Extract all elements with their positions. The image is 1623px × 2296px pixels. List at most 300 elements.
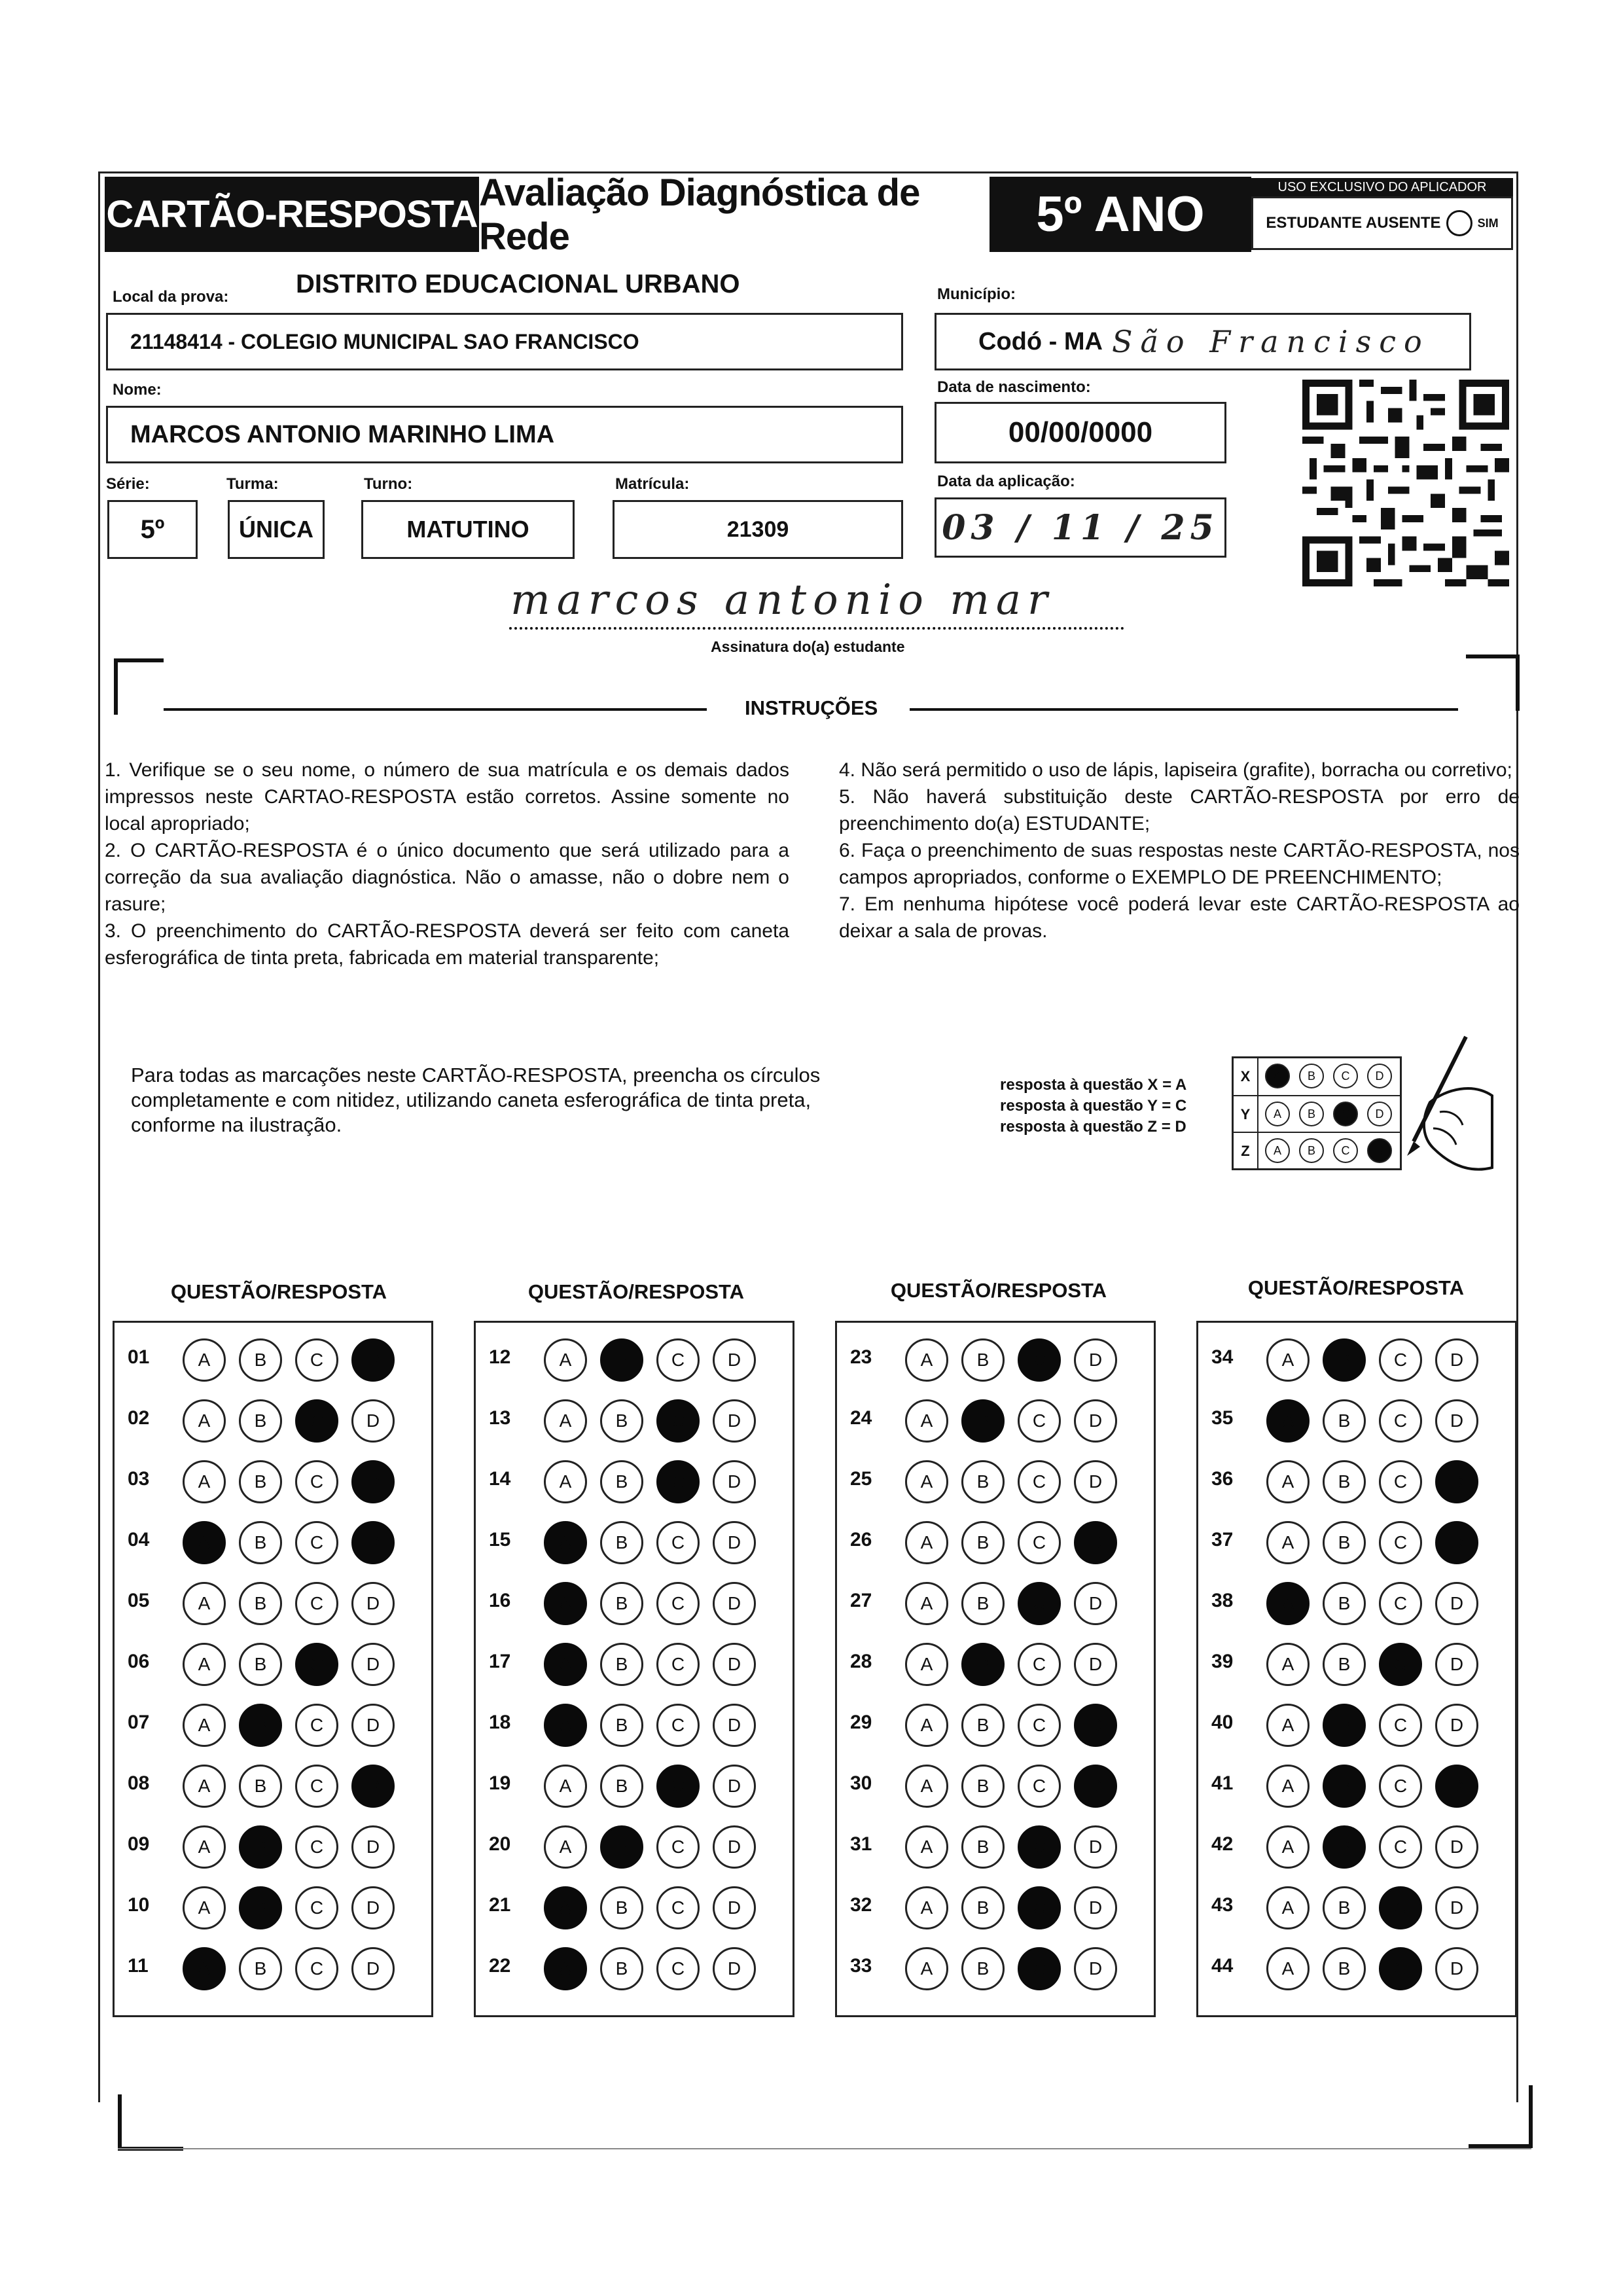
- question-number: 20: [489, 1833, 511, 1855]
- instruction-item: 6. Faça o preenchimento de suas respostas neste CARTÃO-RESPOSTA, nos campos apropriados, conforme o EXEMPLO DE PREENCHIMENTO;: [839, 840, 1520, 888]
- answer-bubble-b[interactable]: B: [1323, 1765, 1366, 1808]
- answer-bubble-d[interactable]: D: [1435, 1947, 1478, 1990]
- answer-row: [115, 1391, 431, 1452]
- municipio-value: Codó - MA: [978, 327, 1103, 355]
- answer-bubble-b[interactable]: B: [1323, 1643, 1366, 1686]
- answer-bubble-b[interactable]: B: [600, 1643, 643, 1686]
- answer-bubble-d[interactable]: D: [1435, 1582, 1478, 1625]
- answer-bubble-b[interactable]: B: [961, 1825, 1005, 1869]
- answer-bubble-b[interactable]: B: [239, 1704, 282, 1747]
- answer-bubble-b[interactable]: B: [600, 1521, 643, 1564]
- answer-bubble-d[interactable]: D: [351, 1338, 395, 1382]
- answer-bubble-d[interactable]: D: [713, 1643, 756, 1686]
- answer-bubble-b[interactable]: B: [961, 1460, 1005, 1503]
- answer-bubble-c[interactable]: C: [295, 1825, 338, 1869]
- answer-bubble-b[interactable]: B: [239, 1886, 282, 1929]
- answer-bubble-a[interactable]: A: [544, 1521, 587, 1564]
- grade-label: 5º ANO: [990, 177, 1251, 252]
- answer-bubble-b[interactable]: B: [1323, 1886, 1366, 1929]
- answer-row: [115, 1757, 431, 1817]
- answer-bubble-c[interactable]: C: [295, 1582, 338, 1625]
- answer-bubble-a[interactable]: A: [1266, 1886, 1310, 1929]
- answer-bubble-d[interactable]: D: [351, 1460, 395, 1503]
- answer-bubble-d[interactable]: D: [351, 1886, 395, 1929]
- answer-bubble-d[interactable]: D: [1074, 1765, 1117, 1808]
- example-bubble-a: A: [1265, 1102, 1290, 1126]
- answer-bubble-c[interactable]: C: [1018, 1825, 1061, 1869]
- answer-bubble-a[interactable]: A: [183, 1947, 226, 1990]
- answer-row: [837, 1635, 1154, 1695]
- answer-row: [837, 1513, 1154, 1573]
- answer-bubble-c[interactable]: C: [1379, 1765, 1422, 1808]
- answer-bubble-d[interactable]: D: [1435, 1460, 1478, 1503]
- answer-bubble-b[interactable]: B: [600, 1886, 643, 1929]
- answer-bubble-d[interactable]: D: [713, 1338, 756, 1382]
- answer-bubble-a[interactable]: A: [183, 1582, 226, 1625]
- answer-bubble-b[interactable]: B: [600, 1399, 643, 1443]
- answer-bubble-a[interactable]: A: [544, 1643, 587, 1686]
- answer-bubble-d[interactable]: D: [713, 1704, 756, 1747]
- answer-bubble-c[interactable]: C: [295, 1765, 338, 1808]
- answer-bubble-c[interactable]: C: [1379, 1886, 1422, 1929]
- answer-row: [476, 1574, 793, 1634]
- answer-bubble-b[interactable]: B: [961, 1947, 1005, 1990]
- answer-bubble-d[interactable]: D: [1435, 1338, 1478, 1382]
- corner-mark-top-left: [114, 658, 164, 715]
- answer-bubble-b[interactable]: B: [239, 1460, 282, 1503]
- answer-row: [1198, 1939, 1515, 2000]
- answer-bubble-c[interactable]: C: [295, 1460, 338, 1503]
- answer-bubble-d[interactable]: D: [1435, 1704, 1478, 1747]
- answer-row: [476, 1391, 793, 1452]
- answer-bubble-c[interactable]: C: [656, 1460, 700, 1503]
- answer-bubble-c[interactable]: C: [1018, 1521, 1061, 1564]
- answer-bubble-b[interactable]: B: [961, 1582, 1005, 1625]
- signature: marcos antonio mar: [510, 576, 1054, 624]
- answer-bubble-c[interactable]: C: [656, 1643, 700, 1686]
- answer-bubble-d[interactable]: D: [713, 1399, 756, 1443]
- answer-bubble-a[interactable]: A: [1266, 1399, 1310, 1443]
- question-number: 25: [850, 1468, 872, 1490]
- answer-bubble-d[interactable]: D: [1074, 1521, 1117, 1564]
- answer-bubble-d[interactable]: D: [1074, 1460, 1117, 1503]
- answer-bubble-d[interactable]: D: [351, 1765, 395, 1808]
- answer-bubble-a[interactable]: A: [544, 1399, 587, 1443]
- answers-heading-1: QUESTÃO/RESPOSTA: [170, 1280, 387, 1303]
- absent-sim-label: SIM: [1477, 216, 1499, 230]
- answer-bubble-c[interactable]: C: [295, 1704, 338, 1747]
- municipio-label: Município:: [937, 285, 1016, 303]
- question-number: 28: [850, 1651, 872, 1672]
- nome-label: Nome:: [113, 381, 162, 399]
- instruction-item: 1. Verifique se o seu nome, o número de sua matrícula e os demais dados impressos neste CARTAO-RESPOSTA estão corretos. Assine somente no local apropriado;: [105, 759, 789, 834]
- answer-bubble-c[interactable]: C: [295, 1947, 338, 1990]
- answer-bubble-d[interactable]: D: [1074, 1338, 1117, 1382]
- answer-bubble-d[interactable]: D: [1435, 1886, 1478, 1929]
- answer-bubble-a[interactable]: A: [905, 1399, 948, 1443]
- question-number: 29: [850, 1712, 872, 1733]
- answer-row: [1198, 1635, 1515, 1695]
- example-bubble-b: B: [1299, 1138, 1324, 1163]
- answer-bubble-d[interactable]: D: [1435, 1825, 1478, 1869]
- question-number: 38: [1211, 1590, 1234, 1611]
- answer-bubble-a[interactable]: A: [544, 1886, 587, 1929]
- answer-bubble-b[interactable]: B: [239, 1825, 282, 1869]
- instruction-item: 7. Em nenhuma hipótese você poderá levar este CARTÃO-RESPOSTA ao deixar a sala de provas.: [839, 893, 1520, 942]
- answer-bubble-a[interactable]: A: [1266, 1704, 1310, 1747]
- answer-bubble-a[interactable]: A: [1266, 1582, 1310, 1625]
- answer-bubble-b[interactable]: B: [1323, 1825, 1366, 1869]
- answer-bubble-c[interactable]: C: [656, 1521, 700, 1564]
- answer-bubble-a[interactable]: A: [183, 1460, 226, 1503]
- answer-bubble-b[interactable]: B: [1323, 1521, 1366, 1564]
- answer-bubble-d[interactable]: D: [1435, 1399, 1478, 1443]
- answer-row: [837, 1452, 1154, 1513]
- nascimento-label: Data de nascimento:: [937, 378, 1091, 396]
- answer-row: [476, 1878, 793, 1939]
- answer-bubble-c[interactable]: C: [1379, 1338, 1422, 1382]
- answer-bubble-d[interactable]: D: [713, 1825, 756, 1869]
- question-number: 24: [850, 1407, 872, 1429]
- answer-bubble-b[interactable]: B: [239, 1947, 282, 1990]
- answer-row: [115, 1513, 431, 1573]
- instruction-item: 2. O CARTÃO-RESPOSTA é o único documento que será utilizado para a correção da sua avaliação diagnóstica. Não o amasse, não o dobre nem o rasure;: [105, 840, 789, 915]
- answer-bubble-d[interactable]: D: [351, 1521, 395, 1564]
- answer-bubble-a[interactable]: A: [183, 1399, 226, 1443]
- answer-bubble-b[interactable]: B: [961, 1521, 1005, 1564]
- question-number: 05: [128, 1590, 150, 1611]
- answer-bubble-b[interactable]: B: [1323, 1947, 1366, 1990]
- answer-bubble-c[interactable]: C: [295, 1643, 338, 1686]
- municipio-handwritten: São Francisco: [1111, 324, 1430, 359]
- answer-bubble-b[interactable]: B: [1323, 1399, 1366, 1443]
- question-number: 14: [489, 1468, 511, 1490]
- answer-bubble-d[interactable]: D: [713, 1886, 756, 1929]
- answer-bubble-a[interactable]: A: [544, 1338, 587, 1382]
- answer-row: [1198, 1757, 1515, 1817]
- answer-bubble-c[interactable]: C: [1018, 1765, 1061, 1808]
- question-number: 31: [850, 1833, 872, 1855]
- answer-bubble-c[interactable]: C: [1018, 1947, 1061, 1990]
- answer-row: [476, 1818, 793, 1878]
- answer-bubble-d[interactable]: D: [351, 1704, 395, 1747]
- answer-row: [1198, 1391, 1515, 1452]
- answer-bubble-a[interactable]: A: [183, 1521, 226, 1564]
- example-bubble-d: D: [1367, 1102, 1392, 1126]
- answer-bubble-d[interactable]: D: [1074, 1582, 1117, 1625]
- answer-row: [115, 1696, 431, 1756]
- answer-row: [1198, 1574, 1515, 1634]
- card-subtitle: Avaliação Diagnóstica de Rede: [479, 171, 920, 258]
- answer-bubble-a[interactable]: A: [183, 1886, 226, 1929]
- answer-bubble-b[interactable]: B: [239, 1521, 282, 1564]
- answer-bubble-b[interactable]: B: [961, 1765, 1005, 1808]
- local-label: Local da prova:: [113, 288, 229, 306]
- answer-bubble-b[interactable]: B: [239, 1582, 282, 1625]
- card-title: CARTÃO-RESPOSTA: [105, 177, 479, 252]
- answer-row: [115, 1452, 431, 1513]
- answer-bubble-b[interactable]: B: [600, 1460, 643, 1503]
- answer-bubble-b[interactable]: B: [600, 1947, 643, 1990]
- answer-bubble-a[interactable]: A: [544, 1947, 587, 1990]
- question-number: 11: [128, 1955, 149, 1977]
- absent-checkbox-group: [1251, 196, 1513, 250]
- answer-bubble-c[interactable]: C: [1379, 1825, 1422, 1869]
- question-number: 07: [128, 1712, 150, 1733]
- municipio-field: [935, 313, 1471, 370]
- answer-bubble-a[interactable]: A: [1266, 1460, 1310, 1503]
- answer-bubble-a[interactable]: A: [183, 1704, 226, 1747]
- answer-bubble-c[interactable]: C: [656, 1704, 700, 1747]
- answer-bubble-a[interactable]: A: [1266, 1643, 1310, 1686]
- instruction-item: 4. Não será permitido o uso de lápis, lapiseira (grafite), borracha ou corretivo;: [839, 759, 1512, 781]
- question-number: 06: [128, 1651, 150, 1672]
- answer-row: [115, 1878, 431, 1939]
- corner-mark-bottom-left: [118, 2094, 183, 2151]
- answer-bubble-d[interactable]: D: [1074, 1886, 1117, 1929]
- answer-bubble-a[interactable]: A: [544, 1582, 587, 1625]
- nome-field: MARCOS ANTONIO MARINHO LIMA: [106, 406, 903, 463]
- answer-row: [476, 1696, 793, 1756]
- answer-bubble-d[interactable]: D: [351, 1399, 395, 1443]
- example-row-label: Z: [1234, 1133, 1258, 1170]
- qr-code: [1302, 380, 1509, 586]
- answer-bubble-a[interactable]: A: [544, 1825, 587, 1869]
- answer-row: [1198, 1818, 1515, 1878]
- question-number: 09: [128, 1833, 150, 1855]
- answer-row: [115, 1574, 431, 1634]
- answer-bubble-b[interactable]: B: [1323, 1338, 1366, 1382]
- answer-bubble-c[interactable]: C: [656, 1947, 700, 1990]
- question-number: 34: [1211, 1346, 1234, 1368]
- absent-bubble[interactable]: [1446, 210, 1472, 236]
- example-bubble-a: A: [1265, 1064, 1290, 1088]
- example-legend: [1000, 1075, 1186, 1138]
- answer-bubble-a[interactable]: A: [544, 1765, 587, 1808]
- answer-bubble-c[interactable]: C: [656, 1399, 700, 1443]
- pen-hand-icon: [1368, 1030, 1499, 1181]
- example-row-label: X: [1234, 1058, 1258, 1095]
- answer-bubble-c[interactable]: C: [656, 1765, 700, 1808]
- answer-bubble-d[interactable]: D: [351, 1582, 395, 1625]
- answer-bubble-c[interactable]: C: [656, 1338, 700, 1382]
- answer-bubble-b[interactable]: B: [1323, 1460, 1366, 1503]
- question-number: 37: [1211, 1529, 1234, 1551]
- question-number: 16: [489, 1590, 511, 1611]
- question-number: 10: [128, 1894, 150, 1916]
- answer-row: [476, 1452, 793, 1513]
- answer-row: [476, 1757, 793, 1817]
- answer-bubble-c[interactable]: C: [1379, 1399, 1422, 1443]
- question-number: 35: [1211, 1407, 1234, 1429]
- question-number: 26: [850, 1529, 872, 1551]
- aplicador-label: USO EXCLUSIVO DO APLICADOR: [1251, 178, 1513, 196]
- answer-bubble-c[interactable]: C: [295, 1886, 338, 1929]
- answer-bubble-c[interactable]: C: [1379, 1582, 1422, 1625]
- answer-bubble-c[interactable]: C: [295, 1338, 338, 1382]
- answer-bubble-b[interactable]: B: [600, 1704, 643, 1747]
- matricula-label: Matrícula:: [615, 475, 690, 493]
- example-bubble-c: C: [1333, 1064, 1358, 1088]
- answer-block-2: [474, 1321, 794, 2017]
- answer-row: [476, 1513, 793, 1573]
- question-number: 08: [128, 1772, 150, 1794]
- answer-bubble-a[interactable]: A: [1266, 1765, 1310, 1808]
- answer-bubble-b[interactable]: B: [600, 1765, 643, 1808]
- answer-bubble-d[interactable]: D: [1074, 1399, 1117, 1443]
- example-bubble-c: C: [1333, 1102, 1358, 1126]
- answer-bubble-d[interactable]: D: [1435, 1765, 1478, 1808]
- answer-bubble-c[interactable]: C: [656, 1886, 700, 1929]
- question-number: 04: [128, 1529, 150, 1551]
- answer-bubble-a[interactable]: A: [905, 1460, 948, 1503]
- answer-row: [837, 1939, 1154, 2000]
- answer-bubble-d[interactable]: D: [1435, 1643, 1478, 1686]
- question-number: 33: [850, 1955, 872, 1977]
- question-number: 44: [1211, 1955, 1234, 1977]
- answer-bubble-d[interactable]: D: [713, 1460, 756, 1503]
- answer-block-1: [113, 1321, 433, 2017]
- answer-bubble-c[interactable]: C: [295, 1399, 338, 1443]
- instructions-heading: INSTRUÇÕES: [745, 696, 878, 719]
- answer-bubble-c[interactable]: C: [1379, 1521, 1422, 1564]
- answer-bubble-a[interactable]: A: [1266, 1521, 1310, 1564]
- answer-bubble-b[interactable]: B: [961, 1886, 1005, 1929]
- answer-bubble-a[interactable]: A: [905, 1338, 948, 1382]
- example-bubble-c: C: [1333, 1138, 1358, 1163]
- answer-bubble-d[interactable]: D: [351, 1825, 395, 1869]
- answer-bubble-c[interactable]: C: [1018, 1704, 1061, 1747]
- answer-row: [837, 1331, 1154, 1391]
- answer-bubble-b[interactable]: B: [961, 1704, 1005, 1747]
- answer-row: [1198, 1331, 1515, 1391]
- corner-mark-top-right: [1466, 655, 1520, 711]
- answer-bubble-b[interactable]: B: [600, 1338, 643, 1382]
- answer-bubble-a[interactable]: A: [544, 1460, 587, 1503]
- answer-row: [115, 1635, 431, 1695]
- aplicacao-field: [935, 497, 1226, 558]
- answer-bubble-a[interactable]: A: [905, 1947, 948, 1990]
- answer-bubble-a[interactable]: A: [905, 1643, 948, 1686]
- instruction-item: 3. O preenchimento do CARTÃO-RESPOSTA deverá ser feito com caneta esferográfica de tinta preta, fabricada em material transparente;: [105, 920, 789, 969]
- answer-bubble-b[interactable]: B: [239, 1765, 282, 1808]
- answer-bubble-a[interactable]: A: [905, 1582, 948, 1625]
- answer-bubble-a[interactable]: A: [183, 1643, 226, 1686]
- answer-bubble-c[interactable]: C: [1379, 1643, 1422, 1686]
- question-number: 19: [489, 1772, 511, 1794]
- absent-label: ESTUDANTE AUSENTE: [1266, 214, 1441, 232]
- question-number: 39: [1211, 1651, 1234, 1672]
- answer-bubble-a[interactable]: A: [905, 1765, 948, 1808]
- answer-bubble-d[interactable]: D: [351, 1947, 395, 1990]
- answer-bubble-c[interactable]: C: [1018, 1886, 1061, 1929]
- answer-bubble-d[interactable]: D: [1435, 1521, 1478, 1564]
- answer-bubble-a[interactable]: A: [183, 1338, 226, 1382]
- example-line: resposta à questão X = A: [1000, 1076, 1187, 1094]
- answer-bubble-a[interactable]: A: [905, 1704, 948, 1747]
- answer-bubble-c[interactable]: C: [1018, 1399, 1061, 1443]
- turma-field: ÚNICA: [228, 500, 325, 559]
- answer-bubble-b[interactable]: B: [961, 1338, 1005, 1382]
- answer-bubble-c[interactable]: C: [1018, 1460, 1061, 1503]
- answer-bubble-b[interactable]: B: [1323, 1704, 1366, 1747]
- answer-bubble-d[interactable]: D: [351, 1643, 395, 1686]
- answer-bubble-c[interactable]: C: [656, 1825, 700, 1869]
- answer-bubble-d[interactable]: D: [713, 1521, 756, 1564]
- answer-bubble-c[interactable]: C: [1379, 1947, 1422, 1990]
- local-region: DISTRITO EDUCACIONAL URBANO: [296, 270, 740, 298]
- school-field: 21148414 - COLEGIO MUNICIPAL SAO FRANCISCO: [106, 313, 903, 370]
- answer-bubble-d[interactable]: D: [1074, 1704, 1117, 1747]
- answer-bubble-a[interactable]: A: [544, 1704, 587, 1747]
- answer-row: [476, 1635, 793, 1695]
- answer-bubble-c[interactable]: C: [656, 1582, 700, 1625]
- answer-bubble-b[interactable]: B: [239, 1338, 282, 1382]
- answer-row: [476, 1331, 793, 1391]
- answer-bubble-d[interactable]: D: [713, 1765, 756, 1808]
- question-number: 12: [489, 1346, 511, 1368]
- answer-bubble-c[interactable]: C: [1018, 1643, 1061, 1686]
- serie-label: Série:: [106, 475, 150, 493]
- answer-bubble-c[interactable]: C: [295, 1521, 338, 1564]
- answer-bubble-d[interactable]: D: [1074, 1947, 1117, 1990]
- answer-bubble-c[interactable]: C: [1379, 1460, 1422, 1503]
- signature-line: [509, 627, 1124, 630]
- answer-bubble-a[interactable]: A: [1266, 1825, 1310, 1869]
- answer-bubble-a[interactable]: A: [905, 1521, 948, 1564]
- question-number: 15: [489, 1529, 511, 1551]
- bottom-edge-line: [118, 2148, 1531, 2149]
- answer-row: [837, 1818, 1154, 1878]
- example-bubble-d: D: [1367, 1138, 1392, 1163]
- answer-bubble-d[interactable]: D: [713, 1582, 756, 1625]
- answer-bubble-b[interactable]: B: [961, 1399, 1005, 1443]
- aplicacao-label: Data da aplicação:: [937, 473, 1075, 490]
- answer-bubble-b[interactable]: B: [600, 1825, 643, 1869]
- nascimento-field: 00/00/0000: [935, 402, 1226, 463]
- example-bubble-b: B: [1299, 1102, 1324, 1126]
- answer-bubble-b[interactable]: B: [961, 1643, 1005, 1686]
- signature-label: Assinatura do(a) estudante: [711, 638, 905, 655]
- example-line: resposta à questão Z = D: [1000, 1118, 1186, 1136]
- answer-bubble-d[interactable]: D: [1074, 1825, 1117, 1869]
- answer-row: [115, 1331, 431, 1391]
- answer-bubble-b[interactable]: B: [1323, 1582, 1366, 1625]
- answer-bubble-c[interactable]: C: [1018, 1338, 1061, 1382]
- answer-bubble-a[interactable]: A: [183, 1825, 226, 1869]
- answer-row: [837, 1574, 1154, 1634]
- answer-bubble-a[interactable]: A: [1266, 1947, 1310, 1990]
- question-number: 03: [128, 1468, 150, 1490]
- answer-bubble-a[interactable]: A: [905, 1825, 948, 1869]
- answer-bubble-b[interactable]: B: [600, 1582, 643, 1625]
- answer-bubble-a[interactable]: A: [1266, 1338, 1310, 1382]
- answer-bubble-d[interactable]: D: [1074, 1643, 1117, 1686]
- answer-bubble-b[interactable]: B: [239, 1643, 282, 1686]
- answer-bubble-a[interactable]: A: [183, 1765, 226, 1808]
- answer-bubble-c[interactable]: C: [1379, 1704, 1422, 1747]
- answer-bubble-b[interactable]: B: [239, 1399, 282, 1443]
- question-number: 22: [489, 1955, 511, 1977]
- aplicacao-handwritten: 03 / 11 / 25: [942, 507, 1219, 548]
- instructions-rule-left: [164, 708, 707, 711]
- question-number: 40: [1211, 1712, 1234, 1733]
- answer-bubble-c[interactable]: C: [1018, 1582, 1061, 1625]
- answer-bubble-d[interactable]: D: [713, 1947, 756, 1990]
- question-number: 27: [850, 1590, 872, 1611]
- question-number: 13: [489, 1407, 511, 1429]
- answer-bubble-a[interactable]: A: [905, 1886, 948, 1929]
